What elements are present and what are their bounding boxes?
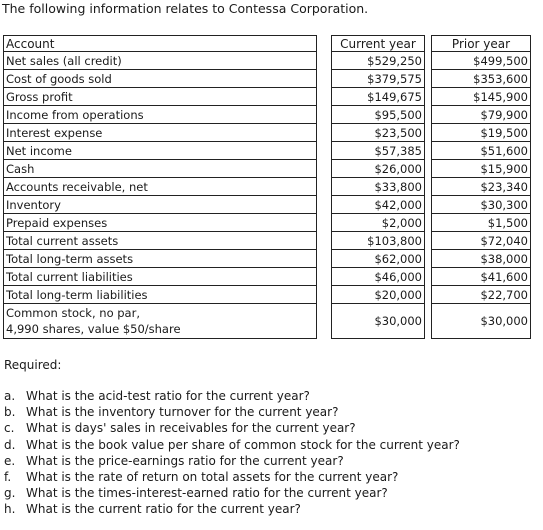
question-text: What is the price-earnings ratio for the current year?: [26, 453, 344, 468]
intro-text: The following information relates to Contessa Corporation.: [2, 1, 369, 16]
row-label-line-1: Common stock, no par,: [6, 306, 140, 320]
column-spacer: [425, 36, 432, 52]
list-item: [4, 485, 460, 501]
question-letter: d.: [4, 437, 16, 452]
current-year-value: $46,000: [332, 268, 425, 286]
prior-year-value: $38,000: [432, 250, 531, 268]
column-spacer: [317, 142, 332, 160]
table-row: [4, 178, 531, 196]
question-text: What is days' sales in receivables for the current year?: [26, 421, 356, 436]
table-row: [4, 52, 531, 70]
column-spacer: [425, 286, 432, 304]
question-letter: f.: [4, 469, 12, 484]
row-label: Interest expense: [4, 124, 317, 142]
header-current-year: Current year: [332, 36, 425, 52]
question-text: What is the current ratio for the current year?: [26, 502, 301, 517]
row-label: Gross profit: [4, 88, 317, 106]
prior-year-value: $1,500: [432, 214, 531, 232]
row-label: [4, 304, 317, 339]
question-letter: g.: [4, 486, 16, 501]
question-text: What is the rate of return on total assets for the current year?: [26, 469, 399, 484]
table-row: [4, 124, 531, 142]
column-spacer: [425, 214, 432, 232]
table-row: [4, 106, 531, 124]
current-year-value: $42,000: [332, 196, 425, 214]
current-year-value: $23,500: [332, 124, 425, 142]
column-spacer: [425, 304, 432, 339]
current-year-value: $20,000: [332, 286, 425, 304]
current-year-value: $57,385: [332, 142, 425, 160]
column-spacer: [317, 214, 332, 232]
table-row: [4, 196, 531, 214]
question-text: What is the acid-test ratio for the current year?: [26, 389, 310, 403]
required-label: Required:: [4, 358, 62, 372]
prior-year-value: $145,900: [432, 88, 531, 106]
column-spacer: [425, 178, 432, 196]
table-row: [4, 160, 531, 178]
table-row: [4, 250, 531, 268]
column-spacer: [317, 232, 332, 250]
row-label: Inventory: [4, 196, 317, 214]
table-row: [4, 268, 531, 286]
column-spacer: [317, 160, 332, 178]
header-account: Account: [4, 36, 317, 52]
row-label: Accounts receivable, net: [4, 178, 317, 196]
table-row: [4, 232, 531, 250]
column-spacer: [425, 268, 432, 286]
column-spacer: [317, 304, 332, 339]
current-year-value: $33,800: [332, 178, 425, 196]
current-year-value: $95,500: [332, 106, 425, 124]
column-spacer: [317, 36, 332, 52]
column-spacer: [317, 106, 332, 124]
row-label-line-2: 4,990 shares, value $50/share: [6, 322, 181, 336]
row-label: Cash: [4, 160, 317, 178]
current-year-value: $379,575: [332, 70, 425, 88]
table-row: [4, 70, 531, 88]
prior-year-value: $22,700: [432, 286, 531, 304]
list-item: [4, 420, 460, 436]
table-row: [4, 88, 531, 106]
prior-year-value: $79,900: [432, 106, 531, 124]
column-spacer: [425, 196, 432, 214]
prior-year-value: $72,040: [432, 232, 531, 250]
column-spacer: [317, 178, 332, 196]
current-year-value: $62,000: [332, 250, 425, 268]
question-letter: e.: [4, 453, 16, 468]
current-year-value: $529,250: [332, 52, 425, 70]
table-row: [4, 214, 531, 232]
column-spacer: [317, 52, 332, 70]
column-spacer: [317, 268, 332, 286]
list-item: [4, 404, 460, 420]
question-letter: h.: [4, 502, 16, 517]
column-spacer: [317, 70, 332, 88]
column-spacer: [317, 88, 332, 106]
column-spacer: [425, 124, 432, 142]
prior-year-value: $51,600: [432, 142, 531, 160]
question-list: [4, 388, 460, 518]
column-spacer: [425, 232, 432, 250]
current-year-value: $2,000: [332, 214, 425, 232]
column-spacer: [425, 160, 432, 178]
list-item: [4, 453, 460, 469]
list-item: [4, 388, 460, 404]
row-label: Net income: [4, 142, 317, 160]
header-prior-year: Prior year: [432, 36, 531, 52]
question-text: What is the times-interest-earned ratio for the current year?: [26, 486, 388, 501]
question-letter: a.: [4, 389, 16, 403]
prior-year-value: $499,500: [432, 52, 531, 70]
list-item: [4, 469, 460, 485]
column-spacer: [425, 142, 432, 160]
column-spacer: [425, 250, 432, 268]
current-year-value: $103,800: [332, 232, 425, 250]
row-label: Net sales (all credit): [4, 52, 317, 70]
current-year-value: $30,000: [332, 304, 425, 339]
prior-year-value: $41,600: [432, 268, 531, 286]
table-row: [4, 286, 531, 304]
column-spacer: [317, 196, 332, 214]
row-label: Prepaid expenses: [4, 214, 317, 232]
column-spacer: [317, 250, 332, 268]
question-letter: c.: [4, 421, 15, 436]
prior-year-value: $15,900: [432, 160, 531, 178]
row-label: Total current liabilities: [4, 268, 317, 286]
row-label: Total long-term liabilities: [4, 286, 317, 304]
column-spacer: [425, 52, 432, 70]
column-spacer: [425, 106, 432, 124]
table-row: [4, 142, 531, 160]
column-spacer: [425, 70, 432, 88]
list-item: [4, 437, 460, 453]
list-item: [4, 501, 460, 517]
row-label: Total long-term assets: [4, 250, 317, 268]
question-text: What is the book value per share of common stock for the current year?: [26, 437, 460, 452]
current-year-value: $149,675: [332, 88, 425, 106]
table-header-row: [4, 36, 531, 52]
column-spacer: [317, 124, 332, 142]
question-letter: b.: [4, 405, 16, 420]
table-row-common-stock: [4, 304, 531, 339]
row-label: Cost of goods sold: [4, 70, 317, 88]
prior-year-value: $30,000: [432, 304, 531, 339]
column-spacer: [317, 286, 332, 304]
question-text: What is the inventory turnover for the current year?: [26, 405, 339, 420]
financial-data-table: [3, 35, 531, 339]
prior-year-value: $30,300: [432, 196, 531, 214]
current-year-value: $26,000: [332, 160, 425, 178]
prior-year-value: $353,600: [432, 70, 531, 88]
prior-year-value: $23,340: [432, 178, 531, 196]
prior-year-value: $19,500: [432, 124, 531, 142]
column-spacer: [425, 88, 432, 106]
row-label: Income from operations: [4, 106, 317, 124]
row-label: Total current assets: [4, 232, 317, 250]
